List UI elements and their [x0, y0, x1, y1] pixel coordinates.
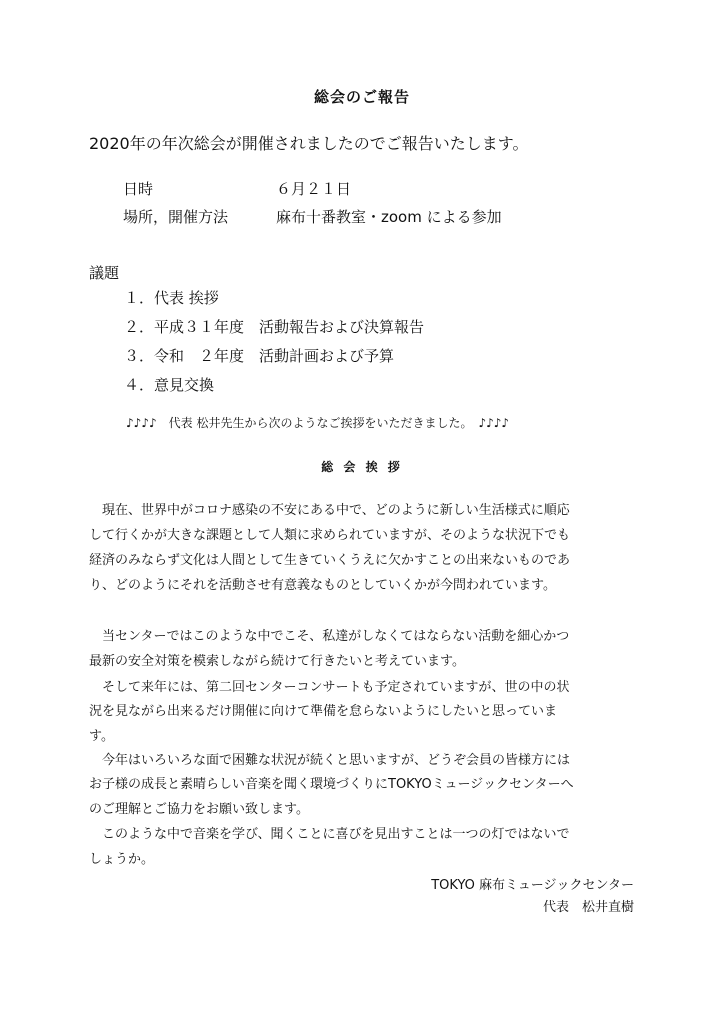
agenda-item: １．代表 挨拶 — [124, 289, 219, 307]
greeting-line: 最新の安全対策を模索しながら続けて行きたいと考えています。 — [89, 654, 465, 669]
signature-organization: TOKYO 麻布ミュージックセンター — [431, 878, 634, 893]
date-label: 日時 — [123, 180, 154, 198]
greeting-line: お子様の成長と素晴らしい音楽を聞く環境づくりにTOKYOミュージックセンターへ — [89, 777, 574, 792]
signature-name: 代表 松井直樹 — [542, 900, 634, 915]
greeting-line: このような中で音楽を学び、聞くことに喜びを見出すことは一つの灯ではないで — [89, 827, 570, 842]
greeting-line: 況を見ながら出来るだけ開催に向けて準備を怠らないようにしたいと思っていま — [89, 704, 558, 719]
greeting-line: しょうか。 — [89, 852, 155, 867]
greeting-notice: ♪♪♪♪ 代表 松井先生から次のようなご挨拶をいただきました。 ♪♪♪♪ — [126, 416, 510, 430]
agenda-heading: 議題 — [89, 264, 120, 282]
agenda-item: ３．令和 ２年度 活動計画および予算 — [124, 347, 395, 365]
greeting-title: 総 会 挨 拶 — [321, 460, 403, 474]
agenda-item: ２．平成３１年度 活動報告および決算報告 — [124, 318, 425, 336]
venue-value: 麻布十番教室・zoom による参加 — [276, 208, 502, 226]
greeting-line: す。 — [89, 729, 114, 744]
greeting-line: 現在、世界中がコロナ感染の不安にある中で、どのように新しい生活様式に順応 — [89, 503, 570, 518]
greeting-line: のご理解とご協力をお願い致します。 — [89, 802, 309, 817]
greeting-line: 当センターではこのような中でこそ、私達がしなくてはならない活動を細心かつ — [89, 629, 570, 644]
greeting-line: り、どのようにそれを活動させ有意義なものとしていくかが今問われています。 — [89, 578, 556, 593]
agenda-item: ４．意見交換 — [124, 376, 215, 394]
document-title: 総会のご報告 — [313, 88, 410, 106]
venue-label: 場所，開催方法 — [123, 208, 229, 226]
date-value: ６月２１日 — [276, 180, 352, 198]
greeting-line: 経済のみならず文化は人間として生きていくうえに欠かすことの出来ないものであ — [89, 553, 571, 568]
greeting-line: 今年はいろいろな面で困難な状況が続くと思いますが、どうぞ会員の皆様方には — [89, 753, 571, 768]
greeting-line: して行くかが大きな課題として人類に求められていますが、そのような状況下でも — [89, 528, 571, 543]
greeting-line: そして来年には、第二回センターコンサートも予定されていますが、世の中の状 — [89, 680, 570, 695]
intro-text: 2020年の年次総会が開催されましたのでご報告いたします。 — [89, 134, 529, 153]
